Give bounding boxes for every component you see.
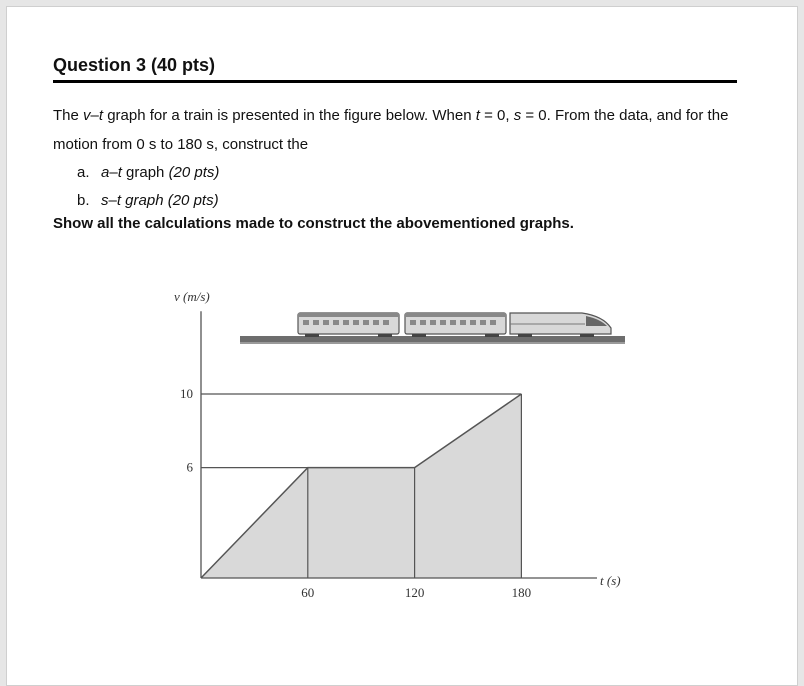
x-tick-label: 180 bbox=[511, 585, 532, 600]
item-points: (20 pts) bbox=[168, 164, 220, 181]
var-v: v bbox=[83, 107, 91, 124]
var-t: t bbox=[116, 192, 122, 209]
var-t: t bbox=[475, 107, 480, 124]
intro-text: graph for a train is presented in the figure below. When bbox=[103, 107, 476, 124]
var-t: t bbox=[98, 107, 104, 124]
x-tick-label: 120 bbox=[404, 585, 425, 600]
var-t: t bbox=[117, 164, 122, 181]
var-s: s bbox=[513, 107, 522, 124]
y-axis-label: v (m/s) bbox=[174, 289, 210, 304]
dash: – bbox=[90, 107, 99, 124]
item-text: graph bbox=[121, 164, 169, 181]
item-points: (20 pts) bbox=[167, 192, 219, 209]
x-axis-label: t (s) bbox=[600, 573, 621, 588]
area-under-curve bbox=[201, 394, 521, 578]
list-marker: b. bbox=[77, 192, 90, 209]
item-text: graph bbox=[121, 192, 168, 209]
intro-text: = 0, bbox=[479, 107, 514, 124]
question-title: Question 3 (40 pts) bbox=[53, 55, 216, 75]
train-icon bbox=[240, 313, 625, 344]
dash: – bbox=[109, 164, 118, 181]
list-marker: a. bbox=[77, 164, 90, 181]
instruction-text: Show all the calculations made to construct the abovementioned graphs. bbox=[53, 215, 574, 232]
var-a: a bbox=[101, 164, 110, 181]
y-tick-label: 10 bbox=[180, 386, 193, 401]
x-tick-label: 60 bbox=[301, 585, 315, 600]
var-s: s bbox=[101, 192, 109, 209]
dash: – bbox=[108, 192, 117, 209]
y-tick-label: 6 bbox=[186, 459, 193, 475]
x-ticks bbox=[301, 585, 531, 600]
intro-text: = 0. From the data, and for the motion from 0 s to 180 s, construct the bbox=[53, 107, 729, 153]
y-ticks bbox=[180, 386, 194, 475]
intro-text: The bbox=[53, 107, 84, 124]
